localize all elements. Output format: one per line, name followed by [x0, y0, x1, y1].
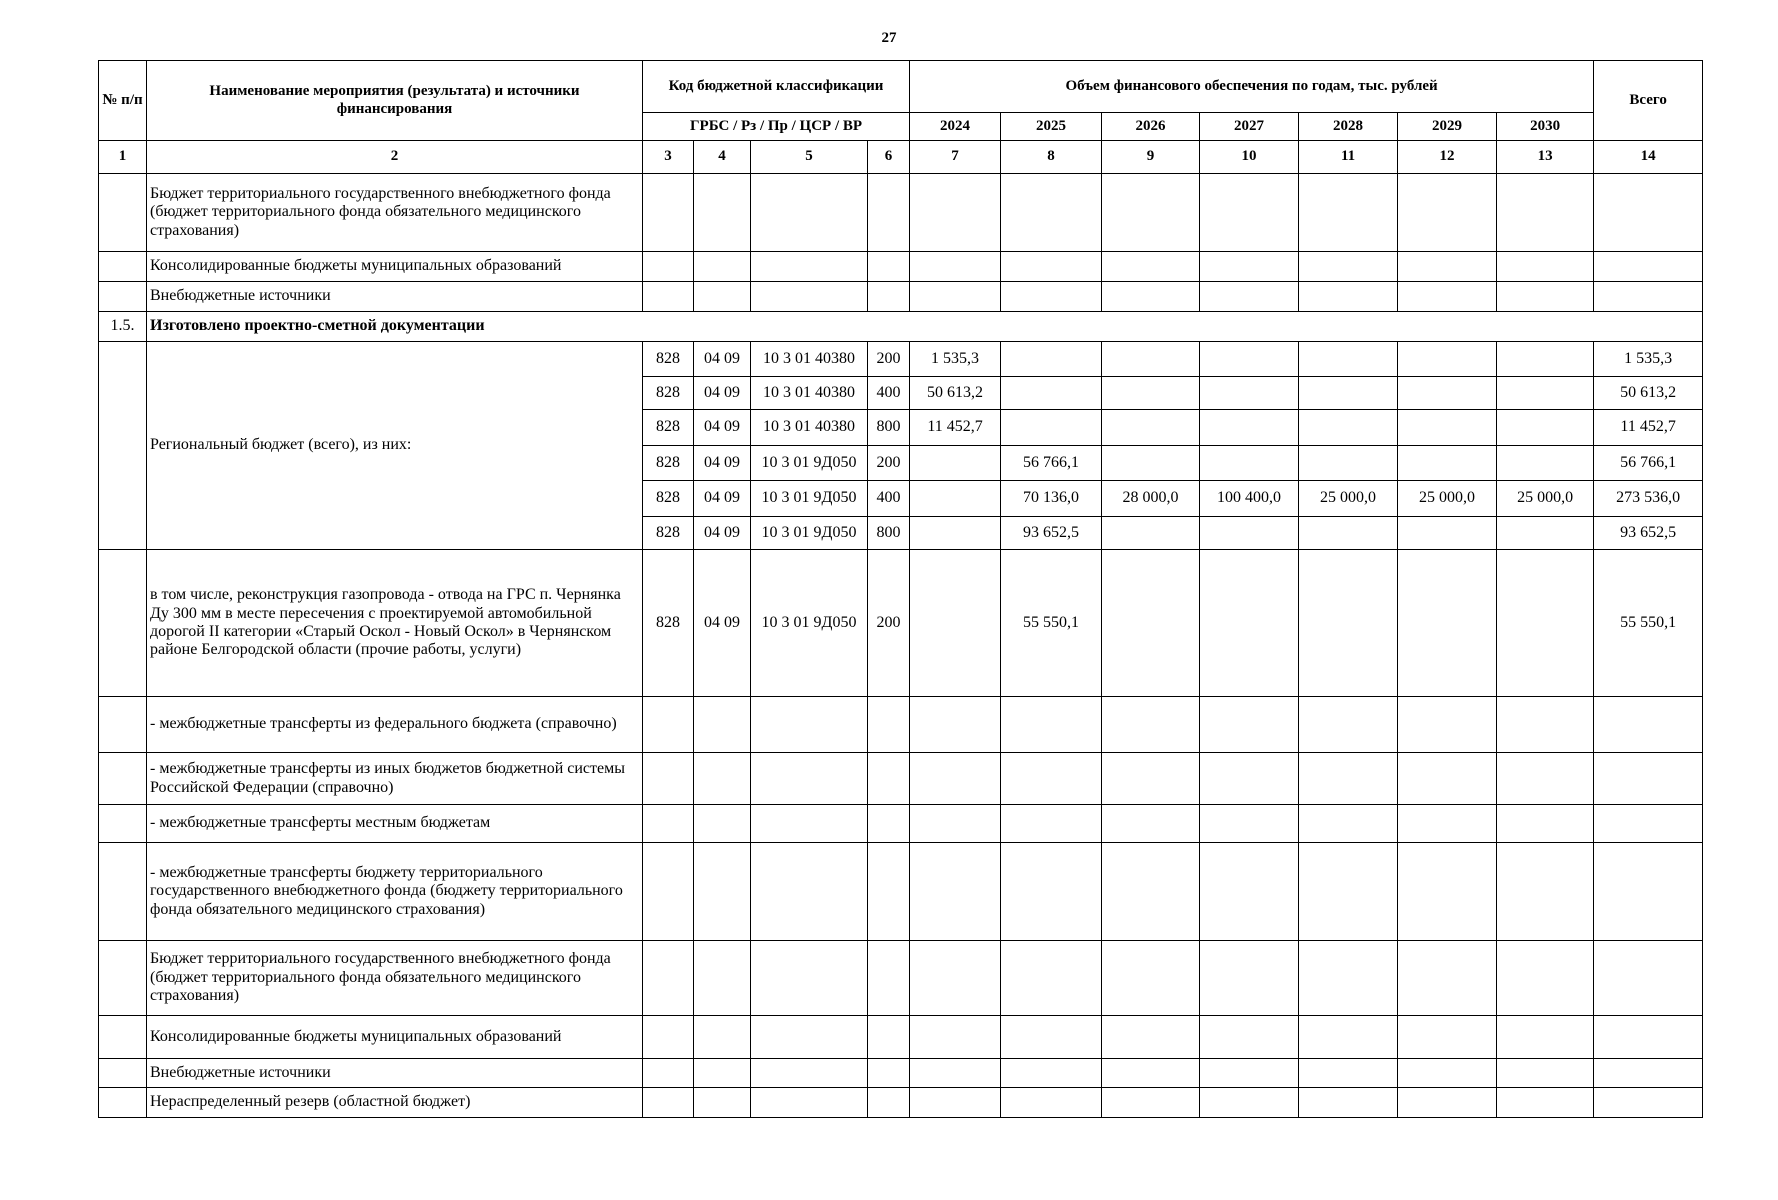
- row-name: - межбюджетные трансферты из иных бюджетов бюджетной системы Российской Федерации (справочно): [147, 753, 643, 805]
- header-volume-group: Объем финансового обеспечения по годам, тыс. рублей: [910, 61, 1594, 113]
- value-cell: [1102, 377, 1200, 410]
- csr-cell: 10 3 01 40380: [751, 377, 868, 410]
- column-number: 6: [868, 141, 910, 174]
- value-cell: [1497, 446, 1594, 481]
- value-cell: [1299, 342, 1398, 377]
- value-cell: 50 613,2: [910, 377, 1001, 410]
- vr-cell: 200: [868, 342, 910, 377]
- column-number: 13: [1497, 141, 1594, 174]
- row-name: Консолидированные бюджеты муниципальных образований: [147, 252, 643, 282]
- row-name: Внебюджетные источники: [147, 282, 643, 312]
- table-row: [99, 1059, 1703, 1088]
- rz-cell: 04 09: [694, 410, 751, 446]
- table-row: [99, 1016, 1703, 1059]
- value-cell: [1497, 342, 1594, 377]
- column-number: 9: [1102, 141, 1200, 174]
- value-cell: [1001, 410, 1102, 446]
- vr-cell: 400: [868, 481, 910, 517]
- csr-cell: 10 3 01 9Д050: [751, 517, 868, 550]
- value-cell: [1398, 517, 1497, 550]
- row-name: - межбюджетные трансферты из федерального бюджета (справочно): [147, 697, 643, 753]
- value-cell: [1299, 410, 1398, 446]
- vr-cell: 800: [868, 410, 910, 446]
- header-code-sub: ГРБС / Рз / Пр / ЦСР / ВР: [643, 113, 910, 141]
- csr-cell: 10 3 01 40380: [751, 342, 868, 377]
- header-year: 2026: [1102, 113, 1200, 141]
- value-cell: [1398, 377, 1497, 410]
- including-name: в том числе, реконструкция газопровода - отвода на ГРС п. Чернянка Ду 300 мм в месте пересечения с проектируемой автомобильной дорогой II категории «Старый Оскол - Новый Оскол» в Чернянском районе Белгородской области (прочие работы, услуги): [147, 550, 643, 697]
- column-number: 10: [1200, 141, 1299, 174]
- vr-cell: 200: [868, 446, 910, 481]
- column-number-row: [99, 141, 1703, 174]
- value-cell: [910, 481, 1001, 517]
- column-number: 14: [1594, 141, 1703, 174]
- value-cell: [1299, 446, 1398, 481]
- total-cell: 55 550,1: [1594, 550, 1703, 697]
- header-row-1: [99, 61, 1703, 113]
- regional-name: Региональный бюджет (всего), из них:: [147, 342, 643, 550]
- value-cell: [1497, 517, 1594, 550]
- row-name: Бюджет территориального государственного внебюджетного фонда (бюджет территориального фонда обязательного медицинского страхования): [147, 941, 643, 1016]
- table-row: [99, 550, 1703, 697]
- header-code-group: Код бюджетной классификации: [643, 61, 910, 113]
- rz-cell: 04 09: [694, 550, 751, 697]
- rz-cell: 04 09: [694, 517, 751, 550]
- row-name: Внебюджетные источники: [147, 1059, 643, 1088]
- rz-cell: 04 09: [694, 342, 751, 377]
- value-cell: [1102, 410, 1200, 446]
- value-cell: [1398, 410, 1497, 446]
- csr-cell: 10 3 01 9Д050: [751, 481, 868, 517]
- value-cell: 100 400,0: [1200, 481, 1299, 517]
- header-year: 2025: [1001, 113, 1102, 141]
- value-cell: [1299, 517, 1398, 550]
- csr-cell: 10 3 01 9Д050: [751, 550, 868, 697]
- grbs-cell: 828: [643, 446, 694, 481]
- section-title: Изготовлено проектно-сметной документации: [147, 312, 1703, 342]
- value-cell: [1200, 410, 1299, 446]
- column-number: 11: [1299, 141, 1398, 174]
- total-cell: 93 652,5: [1594, 517, 1703, 550]
- grbs-cell: 828: [643, 342, 694, 377]
- value-cell: [1497, 410, 1594, 446]
- value-cell: [910, 446, 1001, 481]
- value-cell: [1200, 377, 1299, 410]
- vr-cell: 400: [868, 377, 910, 410]
- grbs-cell: 828: [643, 410, 694, 446]
- vr-cell: 800: [868, 517, 910, 550]
- header-year: 2024: [910, 113, 1001, 141]
- section-num: 1.5.: [99, 312, 147, 342]
- vr-cell: 200: [868, 550, 910, 697]
- value-cell: 93 652,5: [1001, 517, 1102, 550]
- value-cell: [1200, 446, 1299, 481]
- row-name: Бюджет территориального государственного внебюджетного фонда (бюджет территориального фонда обязательного медицинского страхования): [147, 174, 643, 252]
- total-cell: 273 536,0: [1594, 481, 1703, 517]
- value-cell: [1497, 377, 1594, 410]
- table-row: [99, 941, 1703, 1016]
- value-cell: [1398, 342, 1497, 377]
- budget-table: [98, 60, 1703, 1118]
- value-cell: [1299, 377, 1398, 410]
- column-number: 4: [694, 141, 751, 174]
- grbs-cell: 828: [643, 481, 694, 517]
- rz-cell: 04 09: [694, 377, 751, 410]
- total-cell: 50 613,2: [1594, 377, 1703, 410]
- table-row: [99, 753, 1703, 805]
- total-cell: 1 535,3: [1594, 342, 1703, 377]
- row-name: - межбюджетные трансферты местным бюджетам: [147, 805, 643, 843]
- table-row: [99, 174, 1703, 252]
- value-cell: [1102, 446, 1200, 481]
- column-number: 2: [147, 141, 643, 174]
- total-cell: 11 452,7: [1594, 410, 1703, 446]
- value-cell: 11 452,7: [910, 410, 1001, 446]
- table-row: [99, 252, 1703, 282]
- grbs-cell: 828: [643, 517, 694, 550]
- table-row: [99, 805, 1703, 843]
- csr-cell: 10 3 01 9Д050: [751, 446, 868, 481]
- total-cell: 56 766,1: [1594, 446, 1703, 481]
- value-cell: [1001, 342, 1102, 377]
- value-cell: 55 550,1: [1001, 550, 1102, 697]
- header-num: № п/п: [99, 61, 147, 141]
- page-number: 27: [881, 30, 897, 46]
- value-cell: [1102, 342, 1200, 377]
- column-number: 5: [751, 141, 868, 174]
- column-number: 1: [99, 141, 147, 174]
- column-number: 3: [643, 141, 694, 174]
- header-name: Наименование мероприятия (результата) и источники финансирования: [147, 61, 643, 141]
- row-name: - межбюджетные трансферты бюджету территориального государственного внебюджетного фонда (бюджету территориального фонда обязательного медицинского страхования): [147, 843, 643, 941]
- column-number: 12: [1398, 141, 1497, 174]
- section-row: [99, 312, 1703, 342]
- value-cell: 1 535,3: [910, 342, 1001, 377]
- header-year: 2027: [1200, 113, 1299, 141]
- value-cell: 25 000,0: [1299, 481, 1398, 517]
- table-row: [99, 282, 1703, 312]
- csr-cell: 10 3 01 40380: [751, 410, 868, 446]
- grbs-cell: 828: [643, 550, 694, 697]
- value-cell: [1001, 377, 1102, 410]
- table-row: [99, 342, 1703, 377]
- value-cell: 28 000,0: [1102, 481, 1200, 517]
- value-cell: [910, 517, 1001, 550]
- rz-cell: 04 09: [694, 481, 751, 517]
- rz-cell: 04 09: [694, 446, 751, 481]
- row-name: Консолидированные бюджеты муниципальных образований: [147, 1016, 643, 1059]
- header-year: 2030: [1497, 113, 1594, 141]
- value-cell: 25 000,0: [1398, 481, 1497, 517]
- header-year: 2028: [1299, 113, 1398, 141]
- table-row: [99, 843, 1703, 941]
- table-row: [99, 697, 1703, 753]
- value-cell: [1200, 342, 1299, 377]
- column-number: 7: [910, 141, 1001, 174]
- value-cell: 70 136,0: [1001, 481, 1102, 517]
- grbs-cell: 828: [643, 377, 694, 410]
- table-row: [99, 1088, 1703, 1118]
- value-cell: 25 000,0: [1497, 481, 1594, 517]
- row-name: Нераспределенный резерв (областной бюджет): [147, 1088, 643, 1118]
- value-cell: [1200, 517, 1299, 550]
- value-cell: 56 766,1: [1001, 446, 1102, 481]
- column-number: 8: [1001, 141, 1102, 174]
- header-year: 2029: [1398, 113, 1497, 141]
- value-cell: [1102, 517, 1200, 550]
- value-cell: [1398, 446, 1497, 481]
- header-total: Всего: [1594, 61, 1703, 141]
